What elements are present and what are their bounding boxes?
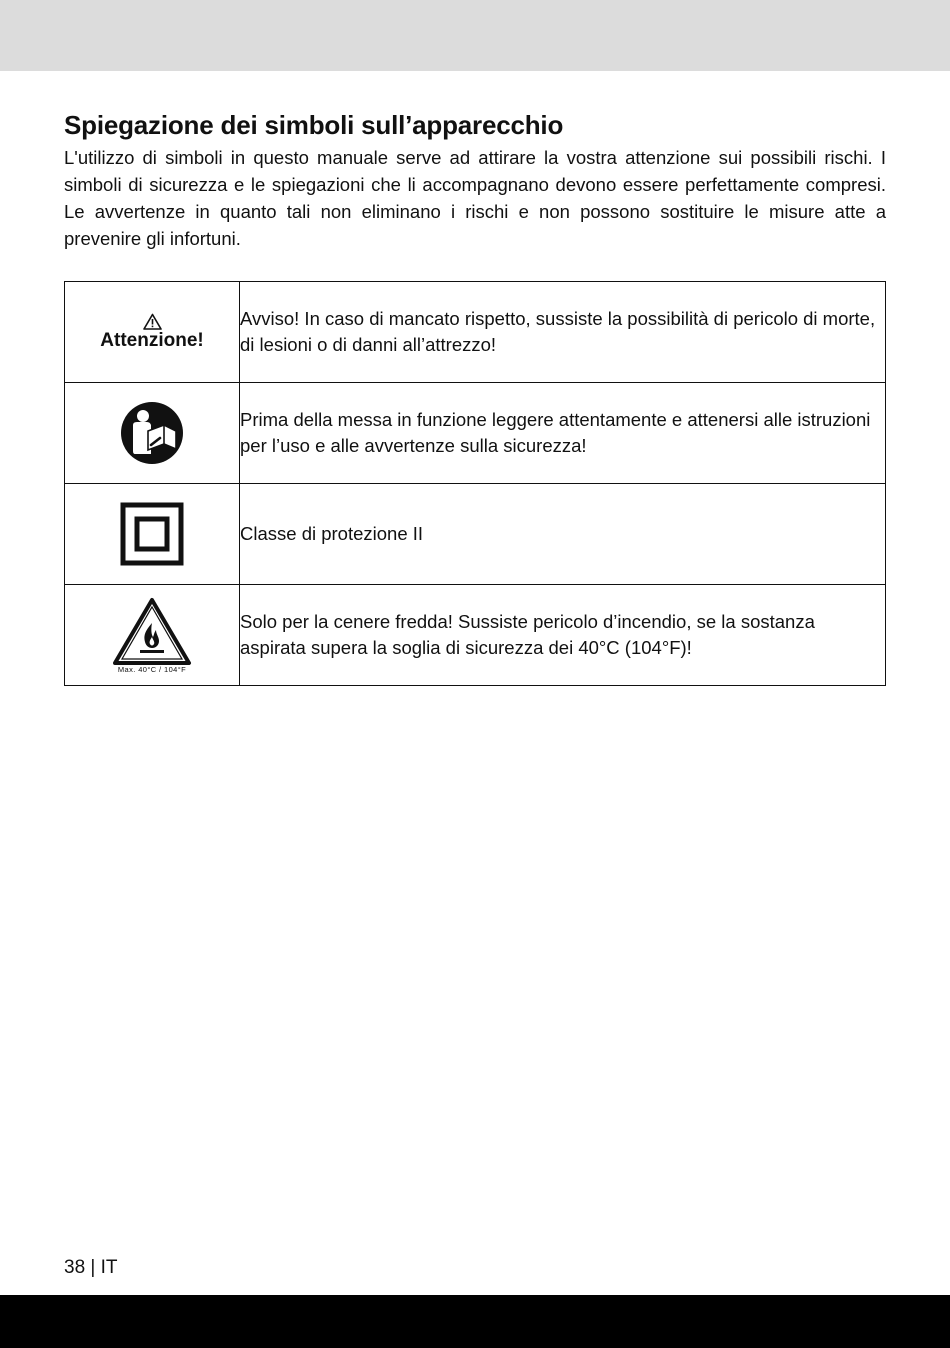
header-band <box>0 0 950 71</box>
warning-label <box>65 313 239 351</box>
language-code: IT <box>100 1257 118 1278</box>
description-cell: Classe di protezione II <box>240 484 886 585</box>
symbols-table <box>64 281 886 686</box>
symbol-cell <box>65 484 240 585</box>
warning-label-text: Attenzione! <box>100 329 204 351</box>
symbol-cell <box>65 383 240 484</box>
flammable-warning-icon <box>112 597 192 665</box>
symbol-cell <box>65 585 240 686</box>
protection-class-ii-icon <box>120 502 184 566</box>
footer-band <box>0 1295 950 1348</box>
warning-triangle-icon <box>143 313 162 330</box>
page-number: 38 <box>64 1257 86 1278</box>
footer-separator: | <box>90 1257 96 1278</box>
temperature-limit-label: Max. 40°C / 104°F <box>117 664 187 674</box>
read-manual-icon <box>120 401 184 465</box>
table-row <box>65 383 886 484</box>
intro-paragraph: L'utilizzo di simboli in questo manuale serve ad attirare la vostra attenzione sui possibili rischi. I simboli di sicurezza e le spiegazioni che li accompagnano devono essere perfettamente compresi. Le avvertenze in quanto tali non eliminano i rischi e non possono sostituire le misure atte a prevenire gli infortuni. <box>64 147 886 249</box>
table-row <box>65 585 886 686</box>
page-footer <box>64 1256 118 1280</box>
description-cell: Avviso! In caso di mancato rispetto, sussiste la possibilità di pericolo di morte, di lesioni o di danni all’attrezzo! <box>240 282 886 383</box>
table-row <box>65 282 886 383</box>
page-title: Spiegazione dei simboli sull’apparecchio <box>64 110 564 140</box>
description-cell: Prima della messa in funzione leggere attentamente e attenersi alle istruzioni per l’uso e alle avvertenze sulla sicurezza! <box>240 383 886 484</box>
document-body <box>64 108 886 252</box>
description-cell: Solo per la cenere fredda! Sussiste pericolo d’incendio, se la sostanza aspirata supera la soglia di sicurezza dei 40°C (104°F)! <box>240 585 886 686</box>
symbol-cell <box>65 282 240 383</box>
table-row <box>65 484 886 585</box>
